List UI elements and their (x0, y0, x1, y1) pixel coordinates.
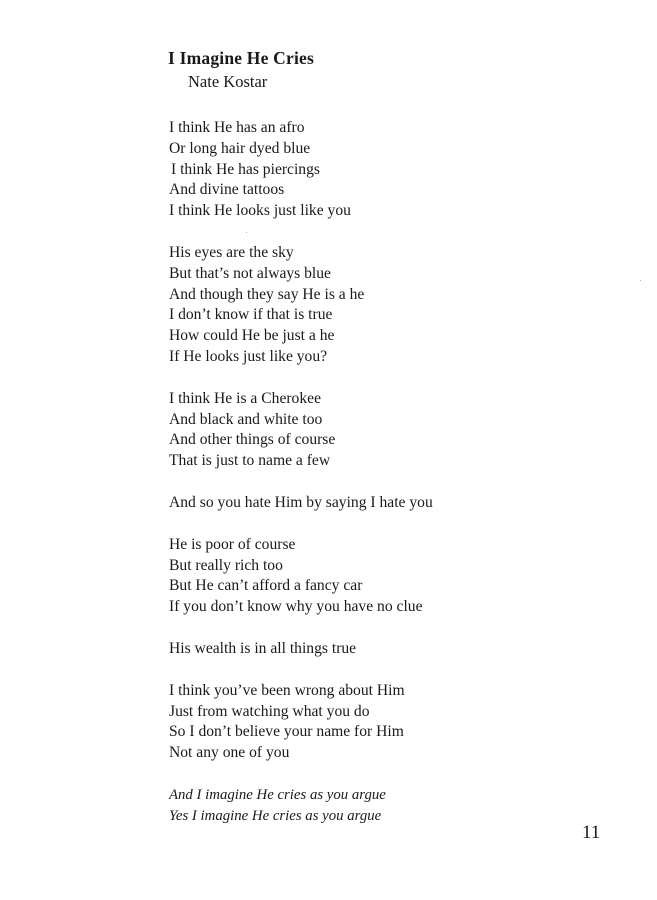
poem-line: If He looks just like you? (169, 347, 328, 365)
poem-line: And though they say He is a he (169, 285, 365, 303)
poem-line: His wealth is in all things true (169, 639, 357, 657)
poem-line: So I don’t believe your name for Him (169, 723, 404, 741)
poem-line: How could He be just a he (169, 327, 335, 345)
poem-line: Just from watching what you do (169, 702, 370, 720)
poem-line: His eyes are the sky (169, 243, 294, 261)
poem-line: I think He has an afro (169, 119, 305, 136)
poem-line: I think He is a Cherokee (169, 389, 321, 407)
poem-line: If you don’t know why you have no clue (169, 598, 423, 616)
poem-line: Not any one of you (169, 744, 290, 762)
stanza-4 (169, 493, 609, 514)
poem-line: I think He has piercings (171, 160, 320, 178)
scan-speck (640, 280, 641, 281)
poem-line: But He can’t afford a fancy car (169, 577, 363, 595)
poem-line: I think He looks just like you (169, 202, 351, 220)
poem-line: Yes I imagine He cries as you argue (169, 807, 382, 824)
poem-line: And so you hate Him by saying I hate you (169, 493, 433, 511)
poem-line: I don’t know if that is true (169, 306, 333, 324)
stanza-8 (169, 785, 609, 827)
poem-line: He is poor of course (169, 535, 296, 553)
stanza-7 (169, 681, 609, 764)
poem-line: But that’s not always blue (169, 264, 331, 282)
stanza-3 (169, 389, 609, 472)
poem-line: And divine tattoos (169, 181, 285, 199)
poem-body (169, 118, 609, 827)
stanza-5 (169, 535, 609, 618)
poem-line: That is just to name a few (169, 452, 331, 470)
poem-line: And I imagine He cries as you argue (169, 786, 386, 803)
poem-line: And black and white too (169, 410, 323, 428)
stanza-1 (169, 118, 609, 222)
poem-title: I Imagine He Cries (168, 48, 315, 68)
poem-line: I think you’ve been wrong about Him (169, 681, 405, 699)
poem-line: And other things of course (169, 431, 336, 449)
stanza-2 (169, 243, 609, 368)
poem-line: Or long hair dyed blue (169, 139, 311, 157)
scan-speck (246, 232, 247, 233)
page-number: 11 (582, 822, 601, 843)
poem-author: Nate Kostar (188, 72, 268, 91)
poem-line: But really rich too (169, 556, 283, 574)
stanza-6 (169, 639, 609, 660)
